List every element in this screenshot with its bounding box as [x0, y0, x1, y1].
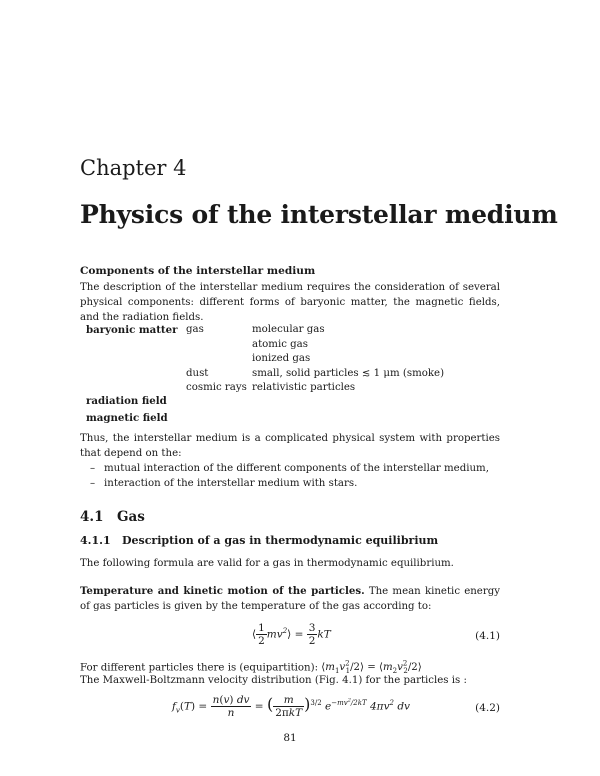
table-description: molecular gas [252, 324, 325, 335]
equation-4-2-body: $f_v(T)$ = $\frac{n(v) dv}{n}$ = ( $\frac{m}{\text{2πkT}}$ )$^{3/2}$ $e^{-mv^2/2kT}$ $4\pi v^2$ dv [172, 694, 410, 719]
table-description: small, solid particles ≲ 1 μm (smoke) [252, 367, 445, 379]
chapter-label: Chapter 4 [80, 156, 187, 180]
equation-number: (4.2) [475, 702, 500, 714]
components-heading: Components of the interstellar medium [80, 265, 316, 277]
magnetic-field-label: magnetic field [86, 412, 168, 424]
thus-paragraph: Thus, the interstellar medium is a complicated physical system with properties that depend on the: [80, 433, 500, 459]
table-subcategory: cosmic rays [186, 382, 247, 394]
list-dash: – [90, 463, 96, 474]
page-number: 81 [283, 732, 297, 744]
chapter-title: Physics of the interstellar medium [80, 200, 558, 229]
list-item-text: mutual interaction of the different components of the interstellar medium, [104, 463, 489, 474]
formula-intro: The following formula are valid for a gas in thermodynamic equilibrium. [80, 558, 454, 569]
equation-number: (4.1) [475, 630, 500, 642]
radiation-field-label: radiation field [86, 395, 167, 407]
subsection-heading [80, 534, 438, 547]
temperature-heading: Temperature and kinetic motion of the particles. [80, 585, 365, 597]
table-subcategory: dust [186, 367, 209, 379]
section-heading [80, 509, 145, 525]
table-subcategory: gas [186, 324, 204, 335]
equipartition-text: For different particles there is (equipartition): [80, 662, 319, 674]
components-intro: The description of the interstellar medium requires the consideration of several physical components: different forms of baryonic matter, the magnetic fields, and the radiation fields. [80, 282, 500, 323]
list-item [90, 476, 489, 491]
equation-4-1 [80, 622, 500, 652]
equation-4-2 [80, 694, 500, 726]
maxwell-line: The Maxwell-Boltzmann velocity distribution (Fig. 4.1) for the particles is : [80, 675, 467, 686]
list-item-text: interaction of the interstellar medium with stars. [104, 478, 358, 489]
table-description: ionized gas [252, 353, 311, 365]
section-title: Gas [117, 509, 145, 525]
interaction-list [90, 461, 489, 491]
section-number: 4.1 [80, 509, 104, 525]
temperature-text: The mean kinetic energy of gas particles is given by the temperature of the gas according to: [80, 586, 500, 612]
table-category: baryonic matter [86, 324, 178, 336]
list-item [90, 461, 489, 476]
equation-4-1-body: ⟨ $\frac{1}{2}$ $mv^2⟩$ = $\frac{3}{2}$ kT [252, 622, 331, 647]
equipartition-formula: $⟨m_1v^2_1/2⟩$ = $⟨m_2v^2_2/2⟩$ [321, 660, 422, 676]
subsection-number: 4.1.1 [80, 534, 111, 547]
table-description: relativistic particles [252, 382, 356, 394]
table-description: atomic gas [252, 338, 308, 350]
subsection-title: Description of a gas in thermodynamic equilibrium [122, 534, 439, 547]
temperature-paragraph [80, 584, 500, 614]
list-dash: – [90, 478, 96, 489]
